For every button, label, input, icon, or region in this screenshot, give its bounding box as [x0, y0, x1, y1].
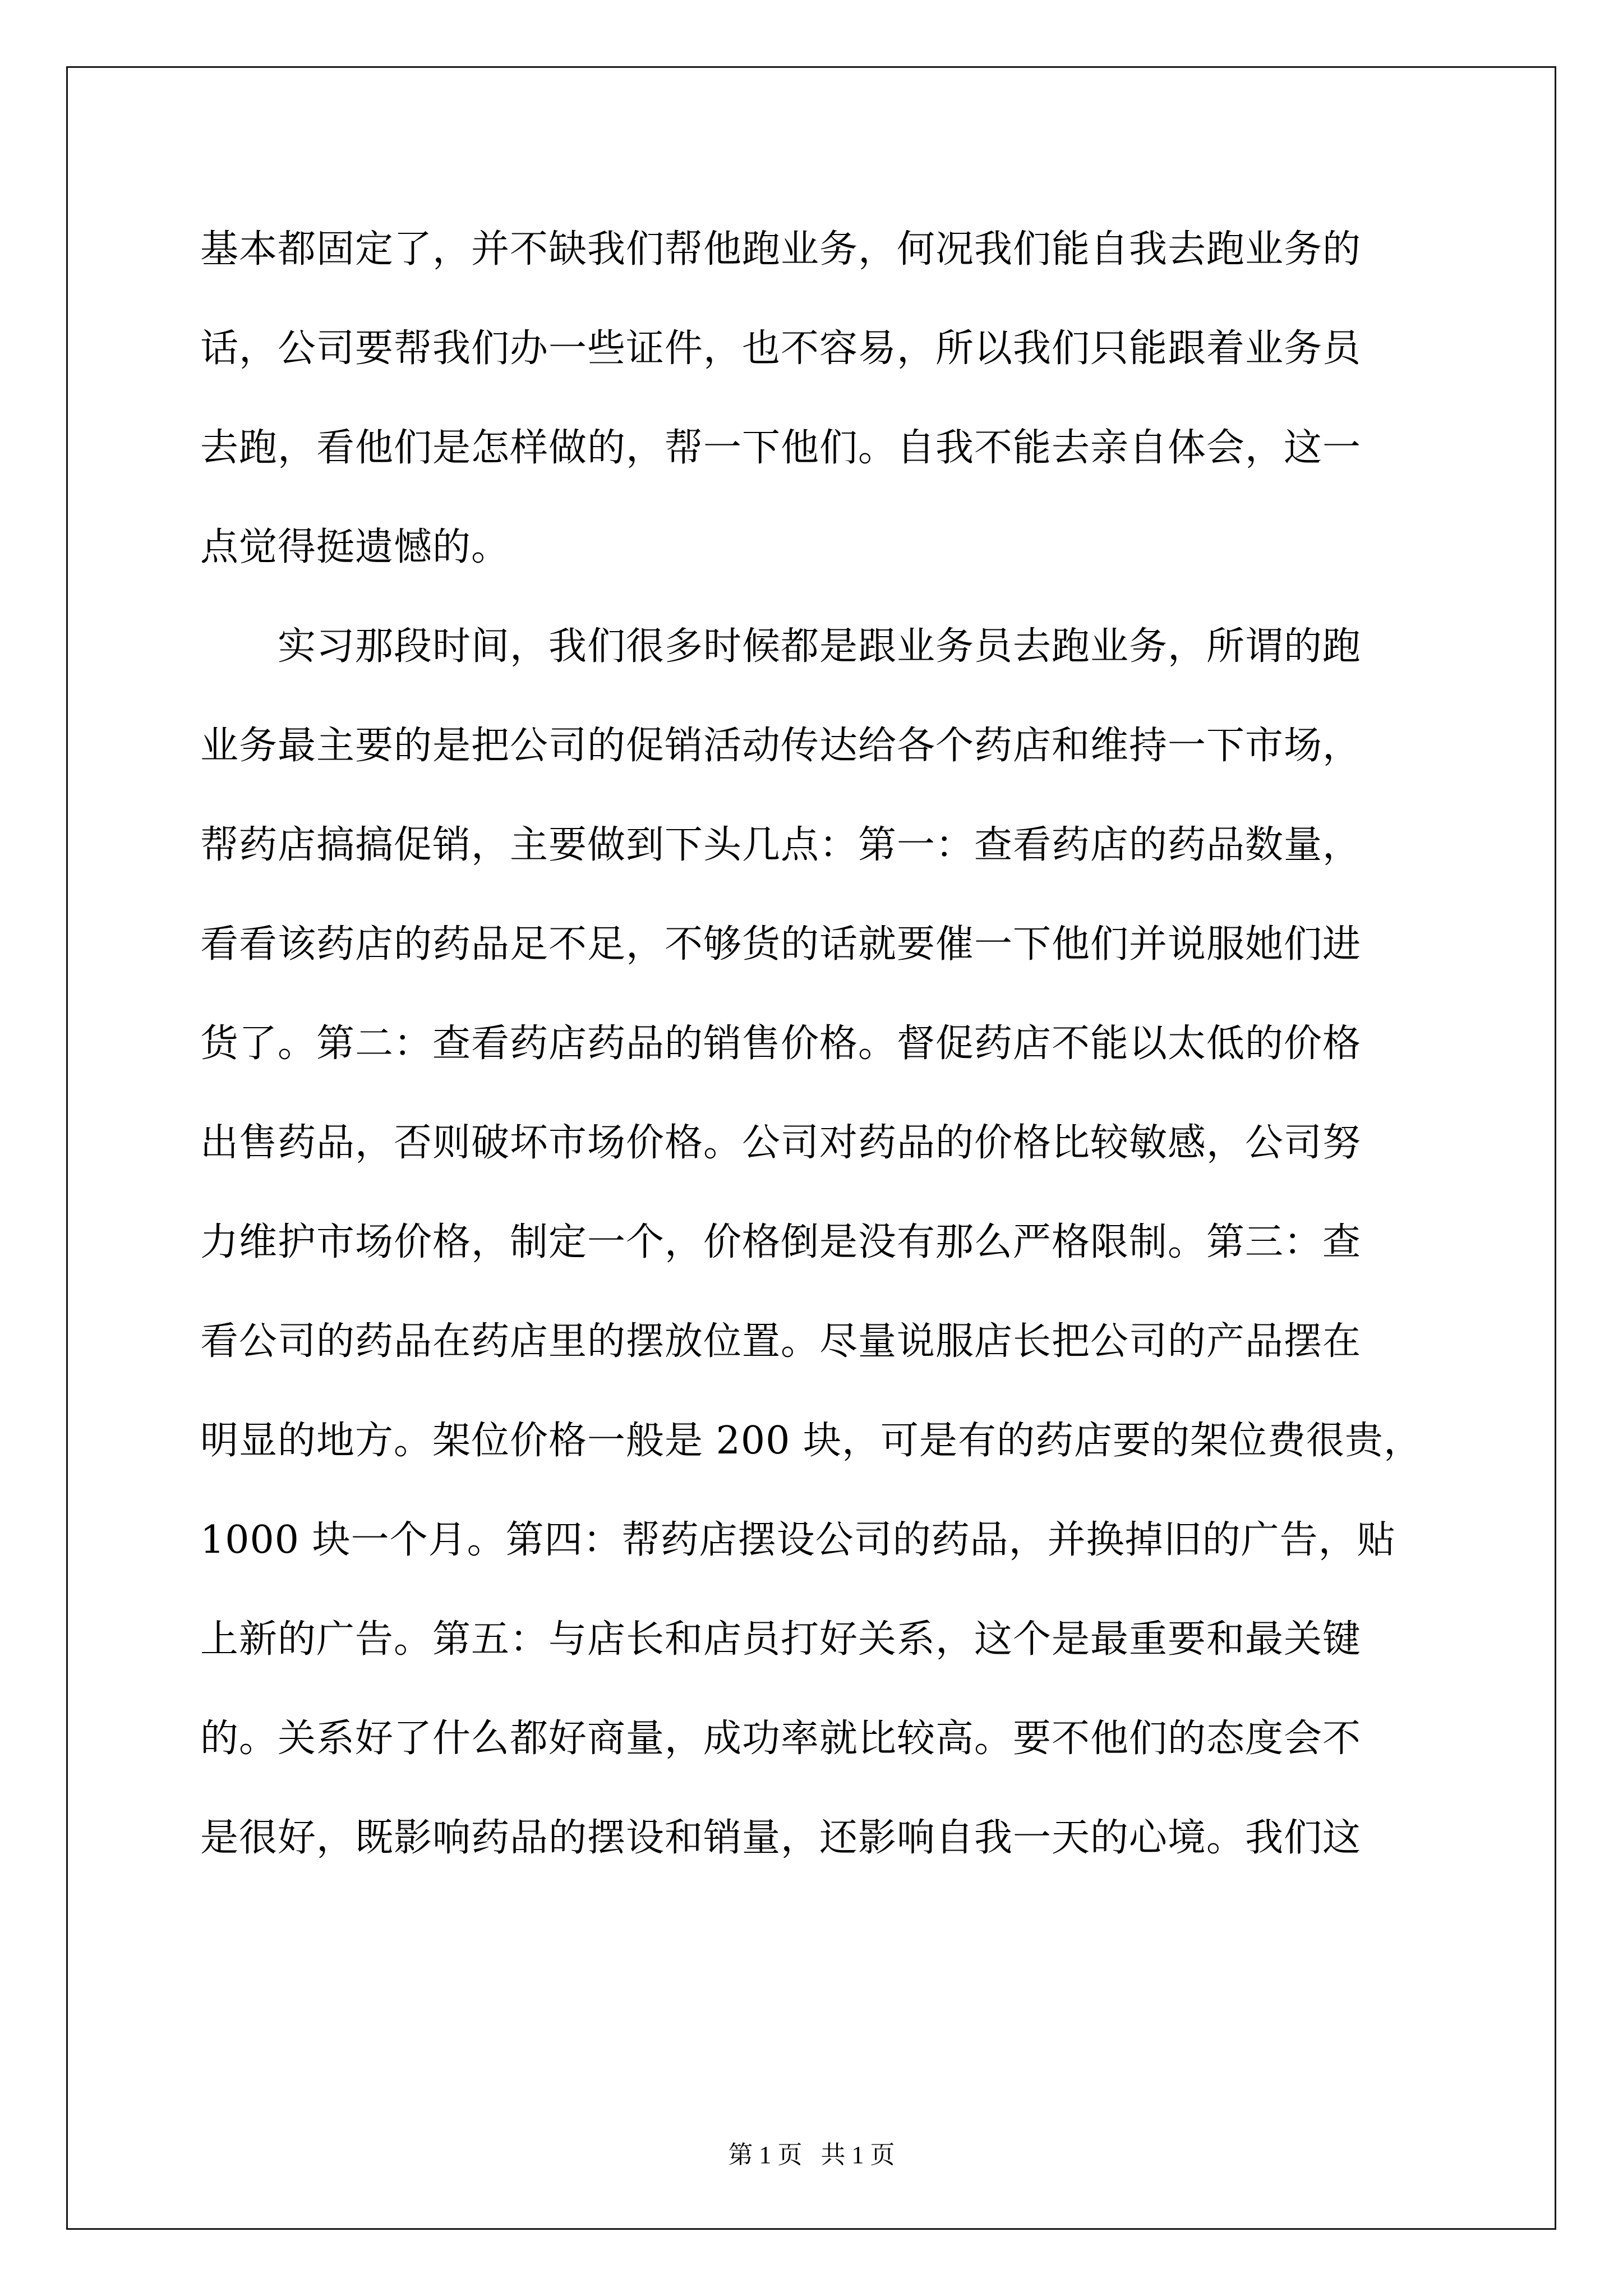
text-line: 货了。第二：查看药店药品的销售价格。督促药店不能以太低的价格 [200, 1022, 1362, 1066]
text-line: 的。关系好了什么都好商量，成功率就比较高。要不他们的态度会不 [200, 1717, 1362, 1761]
text-line: 明显的地方。架位价格一般是 200 块，可是有的药店要的架位费很贵， [200, 1419, 1423, 1463]
text-line: 点觉得挺遗憾的。 [200, 525, 510, 569]
text-line: 业务最主要的是把公司的促销活动传达给各个药店和维持一下市场， [200, 724, 1362, 768]
text-line: 看公司的药品在药店里的摆放位置。尽量说服店长把公司的产品摆在 [200, 1319, 1362, 1364]
text-line: 上新的广告。第五：与店长和店员打好关系，这个是最重要和最关键 [200, 1617, 1362, 1662]
page-footer: 第 1 页 共 1 页 [728, 2141, 895, 2169]
text-line: 基本都固定了，并不缺我们帮他跑业务，何况我们能自我去跑业务的 [200, 227, 1362, 272]
text-line: 实习那段时间，我们很多时候都是跟业务员去跑业务，所谓的跑 [200, 624, 1362, 669]
text-line: 是很好，既影响药品的摆设和销量，还影响自我一天的心境。我们这 [200, 1816, 1362, 1860]
text-line: 出售药品，否则破坏市场价格。公司对药品的价格比较敏感，公司努 [200, 1121, 1362, 1165]
text-line: 1000 块一个月。第四：帮药店摆设公司的药品，并换掉旧的广告，贴 [200, 1518, 1396, 1562]
text-line: 话，公司要帮我们办一些证件，也不容易，所以我们只能跟着业务员 [200, 326, 1362, 371]
text-line: 去跑，看他们是怎样做的，帮一下他们。自我不能去亲自体会，这一 [200, 426, 1362, 470]
text-line: 看看该药店的药品足不足，不够货的话就要催一下他们并说服她们进 [200, 922, 1362, 967]
text-line: 力维护市场价格，制定一个，价格倒是没有那么严格限制。第三：查 [200, 1220, 1362, 1264]
text-line: 帮药店搞搞促销，主要做到下头几点：第一：查看药店的药品数量， [200, 823, 1362, 867]
